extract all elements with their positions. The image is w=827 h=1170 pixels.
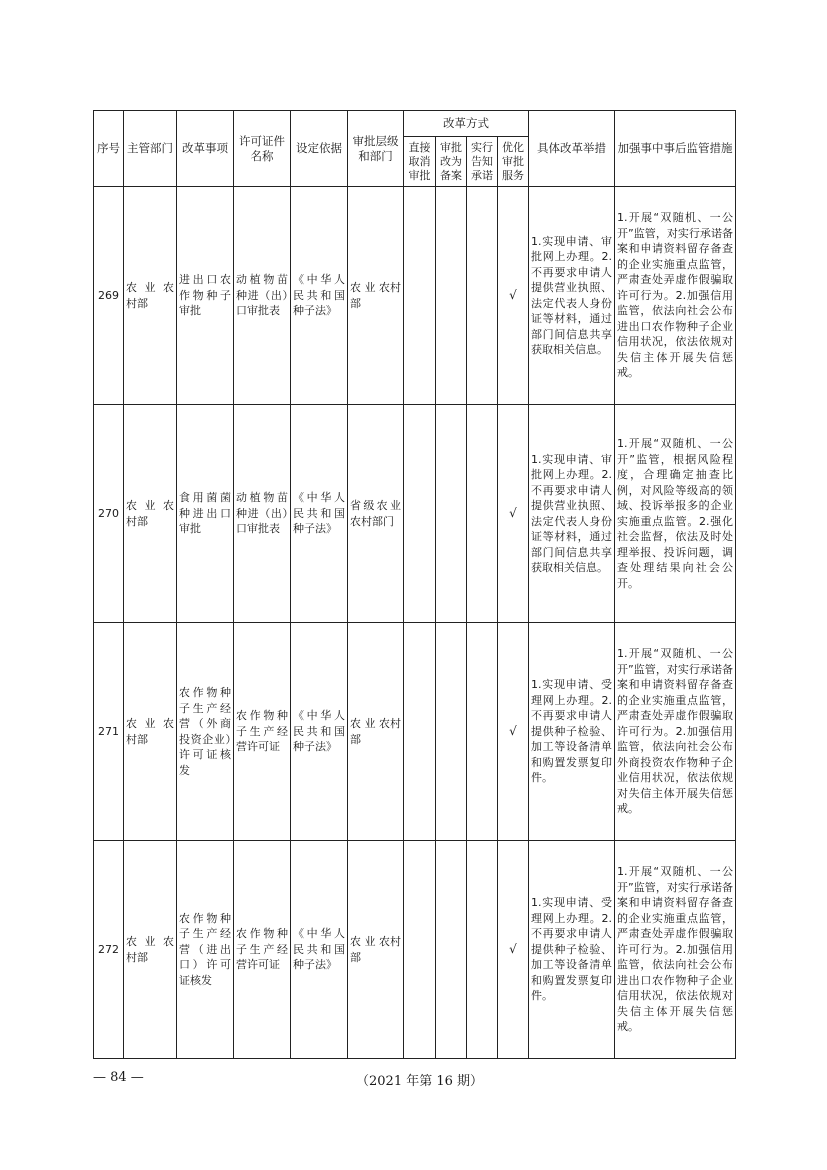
row-level: 农 业 农村部	[348, 623, 404, 841]
table-row	[94, 623, 736, 841]
row-supervision: 1.开展“双随机、一公开”监管，对实行承诺备案和申请资料留存备查的企业实施重点监管，严肃查处弄虚作假骗取许可行为。2.加强信用监管，依法向社会公布进出口农作物种子企业信用状况，依法依规对失信主体开展失信惩戒。	[615, 187, 736, 405]
row-dept: 农 业 农村部	[124, 405, 177, 623]
row-number: 270	[94, 405, 124, 623]
row-method-commitment	[467, 405, 498, 623]
row-number: 269	[94, 187, 124, 405]
row-method-filing	[436, 405, 467, 623]
page-number: — 84 —	[93, 1070, 144, 1085]
header-supervision: 加强事中事后监管措施	[615, 111, 736, 187]
row-method-optimize: √	[498, 187, 529, 405]
row-method-cancel	[404, 187, 436, 405]
row-level: 农 业 农村部	[348, 841, 404, 1059]
row-supervision: 1.开展“双随机、一公开”监管，对实行承诺备案和申请资料留存备查的企业实施重点监管，严肃查处弄虚作假骗取许可行为。2.加强信用监管，依法向社会公布外商投资农作物种子企业信用状况，依法依规对失信主体开展失信惩戒。	[615, 623, 736, 841]
row-dept: 农 业 农村部	[124, 841, 177, 1059]
row-basis: 《中华人民共和国种子法》	[291, 187, 348, 405]
row-method-cancel	[404, 841, 436, 1059]
row-item: 进出口农作物种子审批	[177, 187, 234, 405]
row-method-commitment	[467, 623, 498, 841]
header-method-filing: 审批改为备案	[436, 137, 467, 187]
row-supervision: 1.开展“双随机、一公开”监管，对实行承诺备案和申请资料留存备查的企业实施重点监管，严肃查处弄虚作假骗取许可行为。2.加强信用监管，依法向社会公布进出口农作物种子企业信用状况，依法依规对失信主体开展失信惩戒。	[615, 841, 736, 1059]
row-dept: 农 业 农村部	[124, 187, 177, 405]
header-seq: 序号	[94, 111, 124, 187]
row-method-optimize: √	[498, 841, 529, 1059]
header-measures: 具体改革举措	[529, 111, 615, 187]
row-license: 农作物种子生产经营许可证	[234, 623, 291, 841]
row-measures: 1.实现申请、受理网上办理。2.不再要求申请人提供种子检验、加工等设备清单和购置发票复印件。	[529, 841, 615, 1059]
table-row	[94, 841, 736, 1059]
row-method-commitment	[467, 841, 498, 1059]
row-number: 272	[94, 841, 124, 1059]
row-measures: 1.实现申请、审批网上办理。2.不再要求申请人提供营业执照、法定代表人身份证等材料，通过部门间信息共享获取相关信息。	[529, 405, 615, 623]
row-basis: 《中华人民共和国种子法》	[291, 841, 348, 1059]
row-number: 271	[94, 623, 124, 841]
policy-table-wrapper	[93, 110, 735, 1059]
table-row	[94, 405, 736, 623]
row-method-cancel	[404, 623, 436, 841]
issue-label: （2021 年第 16 期）	[356, 1074, 484, 1089]
table-row	[94, 187, 736, 405]
header-basis: 设定依据	[291, 111, 348, 187]
reform-items-table	[93, 110, 736, 1059]
header-method: 改革方式	[404, 111, 529, 137]
row-level: 农 业 农村部	[348, 187, 404, 405]
row-measures: 1.实现申请、受理网上办理。2.不再要求申请人提供种子检验、加工等设备清单和购置发票复印件。	[529, 623, 615, 841]
header-level: 审批层级和部门	[348, 111, 404, 187]
header-method-cancel: 直接取消审批	[404, 137, 436, 187]
row-method-filing	[436, 623, 467, 841]
header-dept: 主管部门	[124, 111, 177, 187]
row-dept: 农 业 农村部	[124, 623, 177, 841]
row-license: 动植物苗种进（出）口审批表	[234, 187, 291, 405]
row-method-cancel	[404, 405, 436, 623]
row-supervision: 1.开展“双随机、一公开”监管，根据风险程度，合理确定抽查比例，对风险等级高的领域、投诉举报多的企业实施重点监管。2.强化社会监督，依法及时处理举报、投诉问题，调查处理结果向社会公开。	[615, 405, 736, 623]
row-measures: 1.实现申请、审批网上办理。2.不再要求申请人提供营业执照、法定代表人身份证等材料，通过部门间信息共享获取相关信息。	[529, 187, 615, 405]
header-method-commitment: 实行告知承诺	[467, 137, 498, 187]
row-item: 农作物种子生产经营（进出口）许可证核发	[177, 841, 234, 1059]
row-method-commitment	[467, 187, 498, 405]
row-basis: 《中华人民共和国种子法》	[291, 405, 348, 623]
row-method-optimize: √	[498, 623, 529, 841]
row-method-filing	[436, 187, 467, 405]
row-license: 动植物苗种进（出）口审批表	[234, 405, 291, 623]
row-item: 食用菌菌种进出口审批	[177, 405, 234, 623]
header-license: 许可证件名称	[234, 111, 291, 187]
row-method-optimize: √	[498, 405, 529, 623]
row-basis: 《中华人民共和国种子法》	[291, 623, 348, 841]
row-item: 农作物种子生产经营（外商投资企业）许可证核发	[177, 623, 234, 841]
row-license: 农作物种子生产经营许可证	[234, 841, 291, 1059]
header-item: 改革事项	[177, 111, 234, 187]
header-method-optimize: 优化审批服务	[498, 137, 529, 187]
row-method-filing	[436, 841, 467, 1059]
row-level: 省级农业农村部门	[348, 405, 404, 623]
